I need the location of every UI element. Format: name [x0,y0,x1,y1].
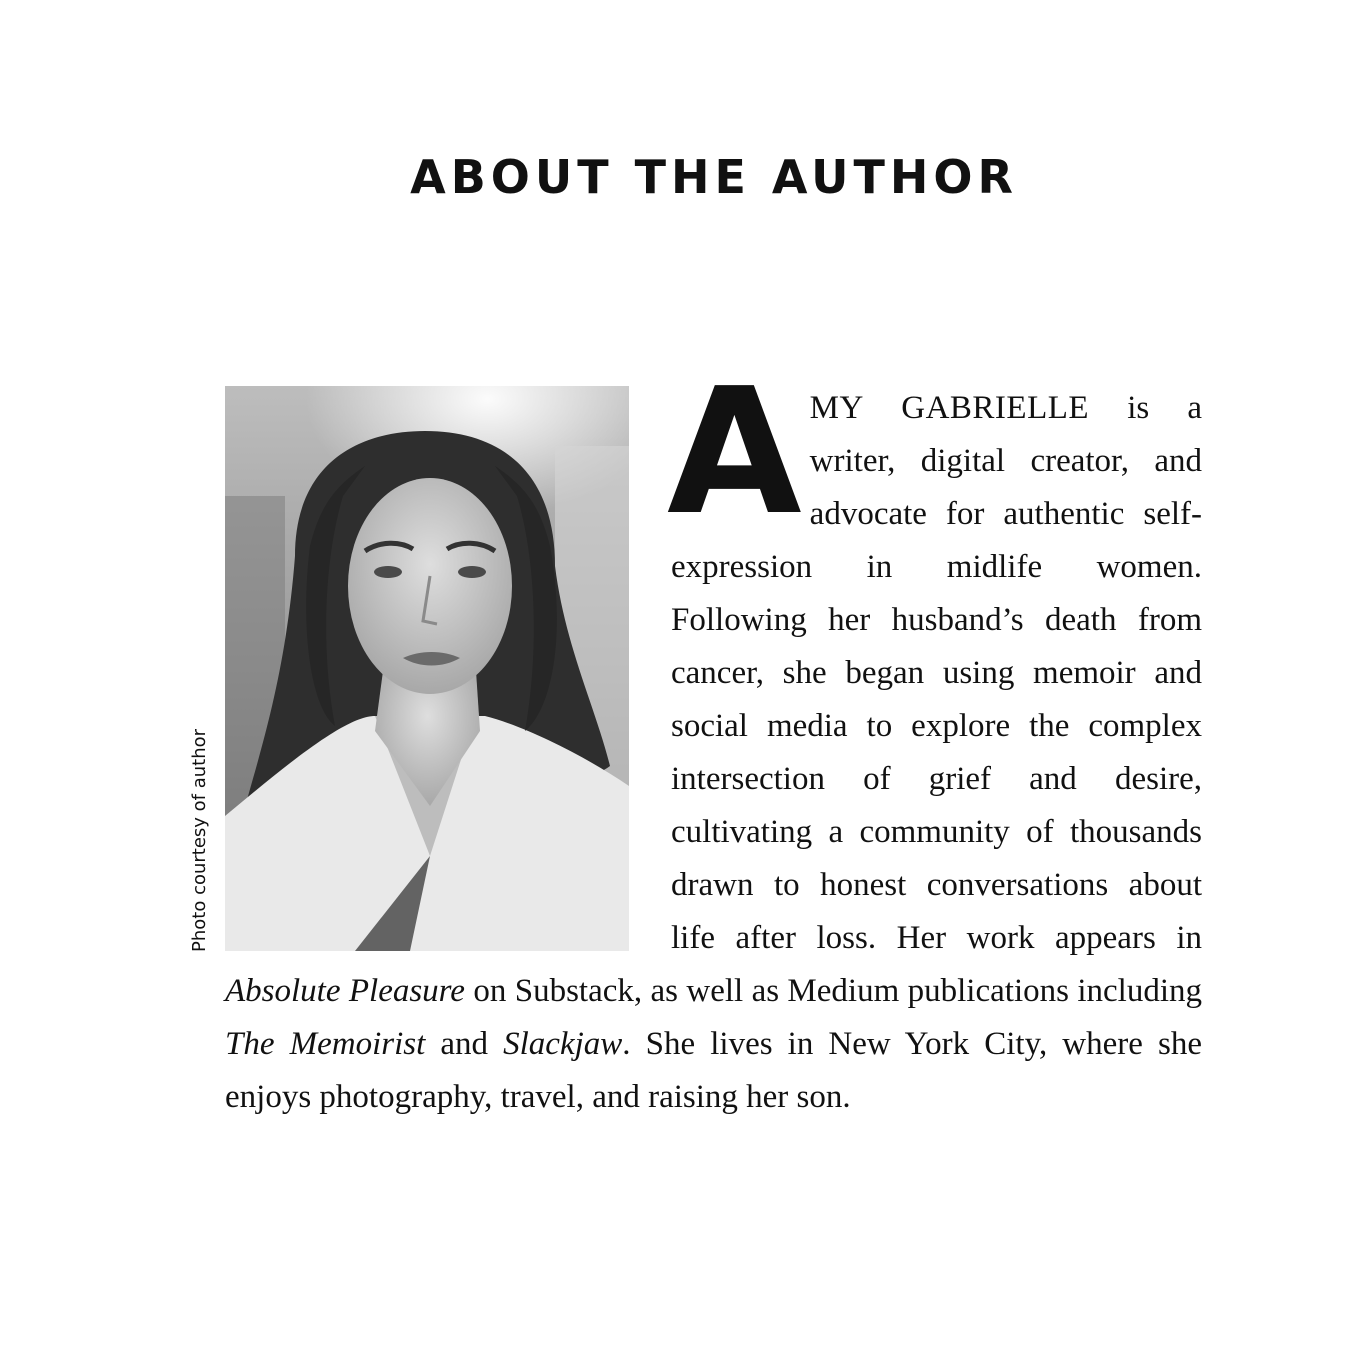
bio-text: on Substack, as well as Medium publications including [464,973,1202,1009]
publication-title: Absolute Pleasure [225,973,465,1009]
page-title: ABOUT THE AUTHOR [410,150,1018,204]
bio-text: and [425,1026,504,1062]
publication-title: Slackjaw [503,1026,623,1062]
author-name: MY GABRIELLE [809,390,1090,426]
bio-text: is a writer, digital creator, and advocate for authentic self-expression in midlife women. Following her husband’s death from cancer, she began using memoir and social media to explore the complex intersection of grief and desire, cultivating a community of thousands drawn to honest conversations about life after loss. Her work appears in [671,390,1202,956]
bio-text: . She lives in New York City, where she enjoys photography, travel, and raising her son. [225,1026,1202,1115]
drop-cap: A [667,351,802,554]
photo-credit: Photo courtesy of author [189,728,210,952]
publication-title: The Memoirist [225,1026,426,1062]
author-photo [225,386,629,951]
author-bio [225,351,1202,1124]
portrait-image [225,386,629,951]
